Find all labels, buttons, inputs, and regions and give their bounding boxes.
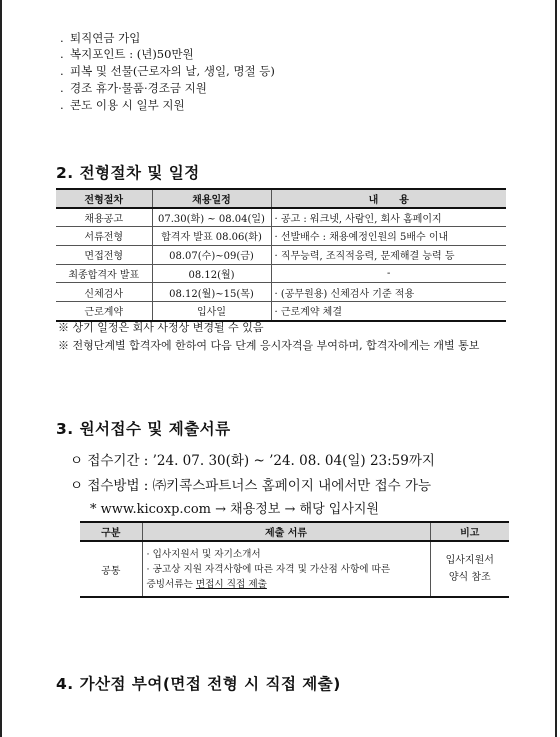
table-row (56, 245, 506, 264)
date-cell: 08.12(월)~15(목) (152, 283, 271, 302)
schedule-note: ※ 전형단계별 합격자에 한하여 다음 단계 응시자격을 부여하며, 합격자에게는 개별 통보 (58, 339, 480, 352)
document-item: 증빙서류는 면접시 직접 제출 (146, 578, 267, 590)
documents-table (80, 521, 509, 598)
document-item: · 공고상 지원 자격사항에 따른 자격 및 가산점 사항에 따른 (146, 563, 391, 575)
schedule-header-row (56, 189, 506, 208)
application-method: ㅇ 접수방법 : ㈜키콕스파트너스 홈페이지 내에서만 접수 가능 (70, 478, 432, 494)
category-cell: 공통 (80, 541, 142, 597)
header-documents: 제출 서류 (142, 522, 430, 541)
table-row (56, 302, 506, 321)
desc-cell: · 공고 : 워크넷, 사람인, 회사 홈페이지 (271, 208, 506, 227)
page-right-border (555, 0, 557, 737)
desc-cell: · (공무원용) 신체검사 기준 적용 (271, 283, 506, 302)
header-date: 채용일정 (152, 189, 271, 208)
step-cell: 최종합격자 발표 (56, 264, 152, 283)
application-method-detail: * www.kicoxp.com → 채용정보 → 해당 입사지원 (90, 502, 379, 517)
date-cell: 07.30(화) ~ 08.04(일) (152, 208, 271, 227)
section4-heading: 4. 가산점 부여(면접 전형 시 직접 제출) (56, 675, 341, 693)
step-cell: 신체검사 (56, 283, 152, 302)
header-remark: 비고 (430, 522, 509, 541)
date-cell: 합격자 발표 08.06(화) (152, 227, 271, 246)
table-row (56, 208, 506, 227)
table-row (56, 264, 506, 283)
remark-cell: 입사지원서 양식 참조 (430, 541, 509, 597)
desc-cell: - (271, 264, 506, 283)
underlined-text: 면접시 직접 제출 (195, 578, 267, 590)
section2-heading: 2. 전형절차 및 일정 (56, 164, 200, 182)
page-left-border (0, 0, 2, 737)
benefit-item: . 퇴직연금 가입 (60, 31, 141, 45)
step-cell: 면접전형 (56, 245, 152, 264)
benefit-item: . 피복 및 선물(근로자의 날, 생일, 명절 등) (60, 64, 275, 78)
header-desc: 내 용 (271, 189, 506, 208)
table-row (80, 541, 509, 597)
step-cell: 서류전형 (56, 227, 152, 246)
header-category: 구분 (80, 522, 142, 541)
schedule-table (56, 188, 506, 322)
application-period: ㅇ 접수기간 : ’24. 07. 30(화) ~ ’24. 08. 04(일) 23:59까지 (70, 453, 435, 469)
benefit-item: . 콘도 이용 시 일부 지원 (60, 98, 185, 112)
date-cell: 입사일 (152, 302, 271, 321)
section3-heading: 3. 원서접수 및 제출서류 (56, 420, 231, 438)
header-step: 전형절차 (56, 189, 152, 208)
documents-header-row (80, 522, 509, 541)
desc-cell: · 선발배수 : 채용예정인원의 5배수 이내 (271, 227, 506, 246)
desc-cell: · 근로계약 체결 (271, 302, 506, 321)
table-row (56, 227, 506, 246)
date-cell: 08.07(수)~09(금) (152, 245, 271, 264)
benefit-item: . 복지포인트 : (년)50만원 (60, 47, 194, 61)
documents-cell (142, 541, 430, 597)
desc-cell: · 직무능력, 조직적응력, 문제해결 능력 등 (271, 245, 506, 264)
date-cell: 08.12(월) (152, 264, 271, 283)
step-cell: 채용공고 (56, 208, 152, 227)
benefit-item: . 경조 휴가·물품·경조금 지원 (60, 81, 207, 95)
schedule-note: ※ 상기 일정은 회사 사정상 변경될 수 있음 (58, 321, 264, 334)
table-row (56, 283, 506, 302)
step-cell: 근로계약 (56, 302, 152, 321)
document-item: · 입사지원서 및 자기소개서 (146, 548, 261, 560)
